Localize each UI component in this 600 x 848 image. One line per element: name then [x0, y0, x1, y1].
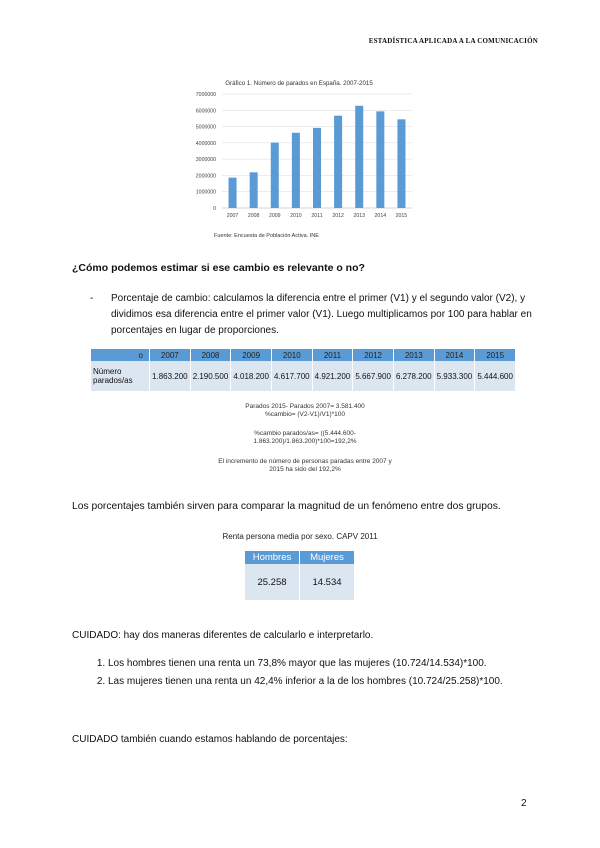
chart-title: Gráfico 1. Número de parados en España. 2007-2015 [225, 80, 373, 87]
table-cell: 1.863.200 [150, 361, 191, 391]
bullet-text: Porcentaje de cambio: calculamos la diferencia entre el primer (V1) y el segundo valor (V2), y dividimos esa diferencia entre el primer valor (V1). Luego multiplicamos por 100 para hablar en porcentajes en lugar de proporciones. [111, 293, 532, 336]
list-item: 1. Los hombres tienen una renta un 73,8% mayor que las mujeres (10.724/14.534)*100. [108, 658, 528, 671]
table-row [245, 564, 355, 600]
bar [355, 106, 363, 208]
bar [397, 119, 405, 208]
x-tick-label: 2015 [395, 213, 408, 219]
year-header: 2015 [475, 349, 516, 361]
calc-line: Parados 2015- Parados 2007= 3.581.400 [245, 403, 365, 410]
sex-table-title: Renta persona media por sexo. CAPV 2011 [222, 532, 378, 541]
section-question: ¿Cómo podemos estimar si ese cambio es relevante o no? [72, 262, 365, 274]
y-tick-label: 0 [213, 206, 216, 212]
page-number: 2 [521, 798, 527, 809]
calc-line: %cambio parados/as= ((5.444.600- [254, 430, 356, 437]
bar [229, 178, 237, 208]
x-tick-label: 2013 [353, 213, 365, 219]
bar [292, 133, 300, 208]
x-tick-label: 2012 [332, 213, 344, 219]
x-tick-label: 2014 [374, 213, 387, 219]
bullet-item [92, 291, 532, 339]
bar [250, 172, 258, 208]
year-header: 2008 [190, 349, 231, 361]
year-header: 2011 [312, 349, 353, 361]
warning-text: CUIDADO también cuando estamos hablando de porcentajes: [72, 734, 348, 745]
table-row [91, 361, 516, 391]
table-cell: 5.667.900 [353, 361, 394, 391]
table-cell: 2.190.500 [190, 361, 231, 391]
table-cell: 6.278.200 [393, 361, 434, 391]
x-tick-label: 2010 [290, 213, 302, 219]
year-header: 2013 [393, 349, 434, 361]
year-header: 2012 [353, 349, 394, 361]
y-tick-label: 1000000 [195, 189, 216, 196]
x-tick-label: 2011 [311, 213, 323, 219]
chart-source: Fuente: Encuesta de Población Activa. INE [214, 233, 319, 239]
x-tick-label: 2007 [226, 213, 239, 219]
numbered-list [88, 658, 528, 693]
y-tick-label: 5000000 [195, 124, 216, 131]
y-tick-label: 2000000 [195, 173, 216, 180]
table-cell: 4.617.700 [271, 361, 312, 391]
year-header: 2009 [231, 349, 272, 361]
warning-text: CUIDADO: hay dos maneras diferentes de calcularlo e interpretarlo. [72, 630, 374, 641]
table-cell: 4.018.200 [231, 361, 272, 391]
running-header: ESTADÍSTICA APLICADA A LA COMUNICACIÓN [368, 37, 538, 45]
table-cell: 5.444.600 [475, 361, 516, 391]
bar-chart [180, 76, 418, 246]
bar [334, 116, 342, 208]
income-by-sex-table [245, 551, 355, 600]
list-item: 2. Las mujeres tienen una renta un 42,4% inferior a la de los hombres (10.724/25.258)*100. [108, 676, 528, 689]
y-tick-label: 3000000 [195, 157, 216, 164]
unemployment-table [91, 349, 516, 391]
column-header: Mujeres [300, 551, 355, 564]
bullet-dash: - [90, 293, 94, 304]
calc-line: El incremento de número de personas paradas entre 2007 y [218, 458, 392, 465]
bar [313, 128, 321, 208]
table-cell: 25.258 [245, 564, 300, 600]
paragraph: Los porcentajes también sirven para comparar la magnitud de un fenómeno entre dos grupos. [72, 501, 501, 512]
y-tick-label: 6000000 [195, 108, 216, 115]
bar [271, 143, 279, 208]
x-tick-label: 2009 [269, 213, 281, 219]
column-header: Hombres [245, 551, 300, 564]
table-cell: 5.933.300 [434, 361, 475, 391]
row-label: Número parados/as [91, 361, 150, 391]
year-header: 2007 [150, 349, 191, 361]
y-tick-label: 4000000 [195, 140, 216, 147]
table-cell: 4.921.200 [312, 361, 353, 391]
table-cell: 14.534 [300, 564, 355, 600]
calc-line: 2015 ha sido del 192,2% [269, 466, 341, 473]
y-tick-label: 7000000 [195, 92, 216, 98]
table-corner: o [91, 349, 150, 361]
year-header: 2014 [434, 349, 475, 361]
calc-line: %cambio= (V2-V1)/V1)*100 [264, 411, 346, 418]
bar [376, 111, 384, 208]
x-tick-label: 2008 [247, 213, 260, 219]
calc-line: 1.863.200)/1.863.200)*100=192,2% [253, 438, 357, 445]
year-header: 2010 [271, 349, 312, 361]
